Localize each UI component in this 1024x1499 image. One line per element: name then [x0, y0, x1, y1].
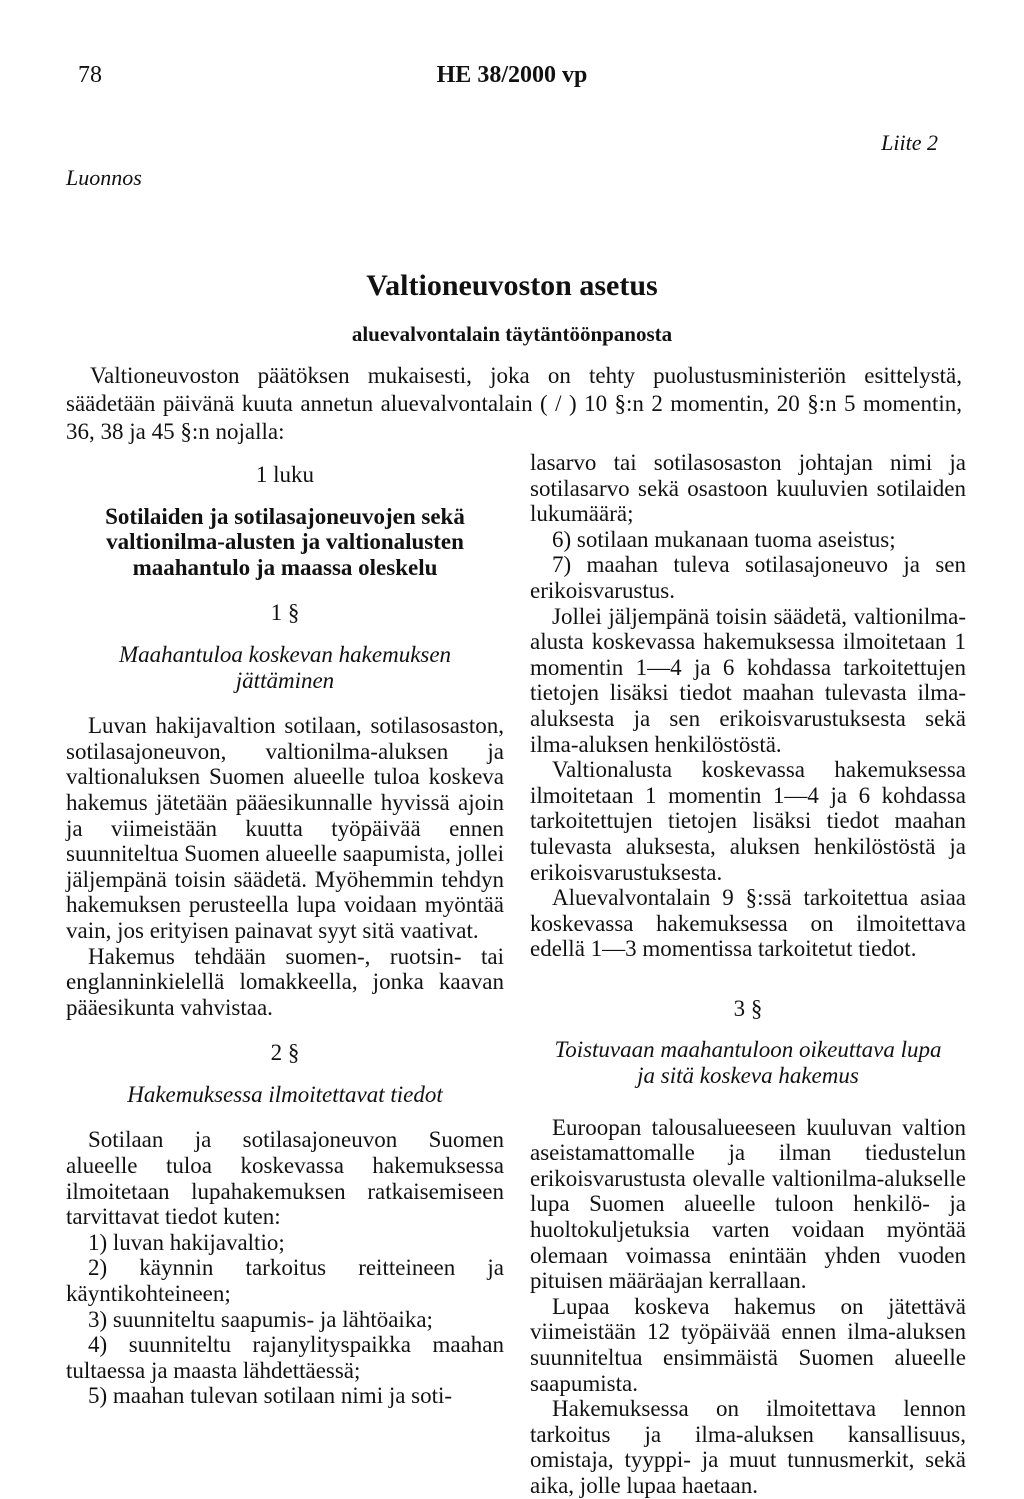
section-1-number: 1 §: [270, 600, 300, 626]
section-3-paragraph-3: Hakemuksessa on ilmoitettava lennon tarkoitus ja ilma-aluksen kansallisuus, omistaja, tyyppi- ja muut tunnusmerkit, sekä aika, jolle lupaa haetaan.: [530, 1396, 966, 1498]
decree-subtitle: aluevalvontalain täytäntöönpanosta: [351, 322, 673, 346]
draft-label: Luonnos: [66, 165, 142, 190]
section-2-intro: Sotilaan ja sotilasajoneuvon Suomen alueelle tuloa koskevassa hakemuksessa ilmoitetaan lupahakemuksen ratkaisemiseen tarvittavat tiedot kuten:: [66, 1127, 504, 1230]
section-1-paragraph-1: Luvan hakijavaltion sotilaan, sotilasosaston, sotilasajoneuvon, valtionilma-aluksen ja valtionaluksen Suomen alueelle tuloa koskeva hakemus jätetään pääesikunnalle hyvissä ajoin ja viimeistään kuutta työpäivää ennen suunniteltua Suomen alueelle saapumista, jollei jäljempänä toisin säädetä. Myöhemmin tehdyn hakemuksen perusteella lupa voidaan myöntää vain, jos erityisen painavat syyt sitä vaativat.: [66, 713, 504, 943]
list-item: 6) sotilaan mukanaan tuoma aseistus;: [552, 526, 896, 552]
list-item: 2) käynnin tarkoitus reitteineen ja käyntikohteineen;: [66, 1255, 504, 1307]
section-3-paragraph-2: Lupaa koskeva hakemus on jätettävä viimeistään 12 työpäivää ennen ilma-aluksen suunniteltua ensimmäistä Suomen alueelle saapumista.: [530, 1293, 966, 1396]
section-1-heading: Maahantuloa koskevan hakemuksen jättäminen: [118, 641, 452, 693]
section-3-heading: Toistuvaan maahantuloon oikeuttava lupa ja sitä koskeva hakemus: [554, 1037, 942, 1089]
list-item: 1) luvan hakijavaltio;: [88, 1229, 285, 1255]
section-3-paragraph-1: Euroopan talousalueeseen kuuluvan valtion aseistamattomalle ja ilman tiedustelun erikoisvarustusta olevalle valtionilma-alukselle lupa Suomen alueelle tuloon henkilö- ja huoltokuljetuksia varten voidaan myöntää olemaan voimassa enintään yhden vuoden pituisen määräajan kerrallaan.: [530, 1114, 966, 1294]
list-item-continued: lasarvo tai sotilasosaston johtajan nimi ja sotilasarvo sekä osastoon kuuluvien sotilaiden lukumäärä;: [530, 450, 966, 527]
right-column: [530, 450, 966, 1499]
list-item: 5) maahan tulevan sotilaan nimi ja soti-: [88, 1383, 453, 1409]
list-item: 4) suunniteltu rajanylityspaikka maahan tultaessa ja maasta lähdettäessä;: [66, 1332, 504, 1383]
section-2-heading: Hakemuksessa ilmoitettavat tiedot: [127, 1081, 443, 1107]
section-2-paragraph-2: Jollei jäljempänä toisin säädetä, valtionilma-alusta koskevassa hakemuksessa ilmoitetaan 1 momentin 1—4 ja 6 kohdassa tarkoitettujen tietojen lisäksi tiedot maahan tulevasta ilma-aluksesta ja sen erikoisvarustuksesta sekä ilma-aluksen henkilöstöstä.: [530, 603, 966, 757]
document-id: HE 38/2000 vp: [436, 62, 588, 88]
list-item: 7) maahan tuleva sotilasajoneuvo ja sen erikoisvarustus.: [530, 552, 966, 603]
preamble: Valtioneuvoston päätöksen mukaisesti, joka on tehty puolustusministeriön esittelystä, säädetään päivänä kuuta annetun aluevalvontalain ( / ) 10 §:n 2 momentin, 20 §:n 5 momentin, 36, 38 ja 45 §:n nojalla:: [66, 363, 962, 444]
section-3-number: 3 §: [733, 995, 763, 1021]
list-item: 3) suunniteltu saapumis- ja lähtöaika;: [88, 1306, 433, 1332]
left-column: [66, 450, 504, 1408]
chapter-heading: Sotilaiden ja sotilasajoneuvojen sekä valtionilma-alusten ja valtionalusten maahantulo ja maassa oleskelu: [105, 503, 465, 580]
appendix-label: Liite 2: [881, 130, 938, 155]
section-2-number: 2 §: [270, 1040, 300, 1066]
decree-title: Valtioneuvoston asetus: [366, 269, 658, 302]
section-1-paragraph-2: Hakemus tehdään suomen-, ruotsin- tai englanninkielellä lomakkeella, jonka kaavan pääesikunta vahvistaa.: [66, 943, 504, 1020]
section-2-paragraph-3: Valtionalusta koskevassa hakemuksessa ilmoitetaan 1 momentin 1—4 ja 6 kohdassa tarkoitettujen tietojen lisäksi tiedot maahan tulevasta aluksesta, aluksen henkilöstöstä ja erikoisvarustuksesta.: [530, 757, 966, 885]
page-number: 78: [78, 62, 102, 88]
chapter-label: 1 luku: [255, 462, 315, 487]
section-2-paragraph-4: Aluevalvontalain 9 §:ssä tarkoitettua asiaa koskevassa hakemuksessa on ilmoitettava edellä 1—3 momentissa tarkoitetut tiedot.: [530, 885, 966, 962]
